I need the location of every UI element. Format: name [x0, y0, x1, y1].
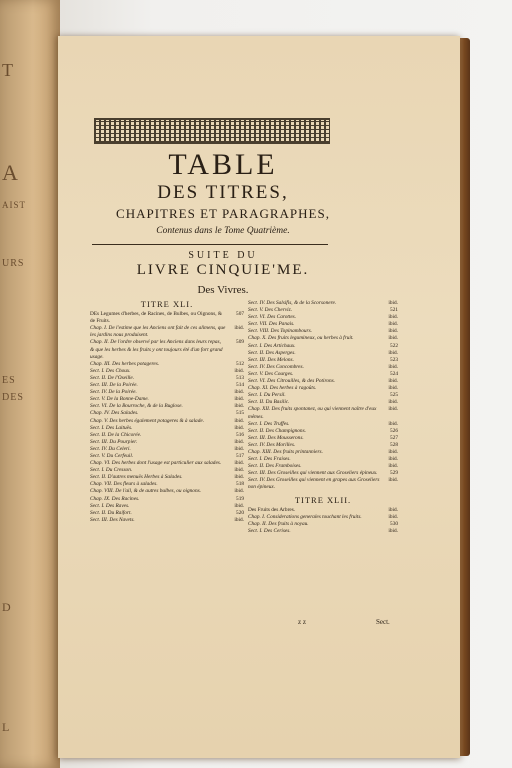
- toc-entry-page: ibid.: [388, 527, 398, 534]
- toc-entry: [90, 425, 244, 432]
- left-fragment: DES: [2, 392, 24, 403]
- toc-entry: [248, 307, 398, 314]
- toc-entry-title: Chap. II. Des fruits à noyau.: [248, 520, 309, 527]
- toc-entry: [248, 335, 398, 342]
- toc-entry: [248, 521, 398, 528]
- toc-entry-title: Des Fruits des Arbres.: [248, 506, 296, 513]
- toc-entry-page: ibid.: [234, 389, 244, 396]
- toc-entry: [248, 371, 398, 378]
- left-fragment: AIST: [2, 200, 26, 210]
- toc-entry-title: Sect. VI. Des Carottes.: [248, 314, 297, 321]
- left-fragment: URS: [2, 258, 25, 269]
- toc-entry-title: Sect. IV. Du Celeri.: [90, 445, 131, 452]
- toc-entry: [248, 421, 398, 428]
- toc-entry: [248, 514, 398, 521]
- toc-entry-title: Sect. IV. Des Morilles.: [248, 441, 296, 448]
- toc-entry: [248, 378, 398, 385]
- title-chapitres: CHAPITRES ET PARAGRAPHES,: [116, 206, 330, 221]
- toc-entry-page: ibid.: [388, 477, 398, 484]
- toc-entry: [248, 507, 398, 514]
- toc-entry: [248, 477, 398, 491]
- toc-entry: [90, 389, 244, 396]
- toc-entry-title: Chap. II. De l'ordre observé par les Anciens dans leurs repas, & que les herbes & les fruits y ont toujours été d'un fort grand usage.: [90, 339, 223, 360]
- toc-entry: [90, 418, 244, 425]
- left-fragment: T: [2, 60, 14, 80]
- toc-entry-title: Sect. V. Des Courges.: [248, 370, 294, 377]
- toc-entry-title: Sect. I. Du Persil.: [248, 392, 286, 399]
- right-column: [248, 300, 398, 535]
- toc-entry-title: Sect. V. Du Cerfeuil.: [90, 452, 134, 459]
- toc-entry-title: Sect. VI. De la Bourroche, & de la Buglose.: [90, 403, 183, 410]
- toc-entry-page: ibid.: [234, 403, 244, 410]
- toc-entry-title: Sect. VIII. Des Topinambours.: [248, 328, 312, 335]
- toc-entry: [90, 503, 244, 510]
- toc-entry-page: ibid.: [388, 456, 398, 463]
- toc-entry: [248, 449, 398, 456]
- toc-entry-title: Sect. I. Des Fraises.: [248, 456, 291, 463]
- toc-entry: [248, 406, 398, 420]
- toc-entry-title: Sect. IV. Des Salsifis, & de la Scorsonere.: [248, 300, 337, 306]
- toc-entry-title: Chap. IX. Des Racines.: [90, 495, 140, 502]
- left-fragment: L: [2, 720, 11, 734]
- toc-entry-title: Sect. II. De l'Oseille.: [90, 374, 135, 381]
- toc-entry-page: 516: [236, 431, 244, 438]
- toc-entry: [90, 375, 244, 382]
- toc-entry-page: 519: [236, 495, 244, 502]
- toc-entry-title: Chap. I. Considerations generales touchant les fruits.: [248, 513, 362, 520]
- book-page: [58, 36, 460, 758]
- section-vivres: Des Vivres.: [197, 284, 249, 296]
- toc-entry: [90, 439, 244, 446]
- toc-entry-page: 517: [236, 452, 244, 459]
- toc-entry-page: 524: [390, 370, 398, 377]
- toc-entry: [248, 385, 398, 392]
- toc-entry-page: ibid.: [388, 363, 398, 370]
- toc-entry-title: Chap. V. Des herbes également potageres & à salade.: [90, 417, 205, 424]
- toc-entry-page: 527: [390, 434, 398, 441]
- toc-entry: [248, 442, 398, 449]
- toc-entry-title: Sect. IV. Des Concombres.: [248, 363, 304, 370]
- toc-entry-title: Chap. VI. Des herbes dont l'usage est particulier aux salades.: [90, 460, 222, 467]
- toc-entry-page: ibid.: [234, 396, 244, 403]
- toc-entry-page: 526: [390, 427, 398, 434]
- toc-entry: [248, 435, 398, 442]
- toc-entry: [90, 467, 244, 474]
- toc-entry-page: 514: [236, 382, 244, 389]
- toc-entry-title: Chap. I. De l'estime que les Anciens ont fait de ces alimens, que les jardins nous produisent.: [90, 325, 226, 339]
- toc-entry-title: Sect. II. Des Asperges.: [248, 349, 296, 356]
- toc-entry-title: Sect. II. Du Raifort.: [90, 509, 132, 516]
- toc-entry-title: Sect. II. Des Framboises.: [248, 463, 302, 470]
- toc-entry-page: 520: [236, 509, 244, 516]
- toc-entry-page: 513: [236, 374, 244, 381]
- section-livre: LIVRE CINQUIE'ME.: [136, 262, 310, 278]
- toc-entry-page: ibid.: [234, 417, 244, 424]
- toc-entry-title: Sect. I. Du Cresson.: [90, 467, 133, 474]
- toc-entry-title: Sect. II. Du Basilic.: [248, 399, 290, 406]
- toc-entry: [90, 368, 244, 375]
- toc-entry: [248, 470, 398, 477]
- toc-entry: [248, 528, 398, 535]
- toc-entry-page: ibid.: [388, 420, 398, 427]
- toc-entry-title: Sect. III. Du Pourpier.: [90, 438, 138, 445]
- toc-entry-page: 518: [236, 481, 244, 488]
- left-column: [90, 300, 244, 524]
- toc-entry-title: Sect. III. Des Mousserons.: [248, 434, 304, 441]
- toc-entry-title: Sect. I. Des Cerises.: [248, 527, 291, 534]
- toc-entry-title: Chap. VIII. De l'ail, & de autres bulbes, ou oignons.: [90, 488, 201, 495]
- toc-entry: [90, 396, 244, 403]
- toc-entry: [248, 300, 398, 307]
- toc-entry-page: ibid.: [388, 406, 398, 413]
- toc-entry-page: ibid.: [234, 438, 244, 445]
- toc-entry-title: Sect. IV. Des Groseilles qui viennent en grapes aux Groseliers non épineux.: [248, 477, 380, 491]
- toc-entry-page: ibid.: [388, 314, 398, 321]
- toc-entry-title: Sect. VII. Des Panais.: [248, 321, 295, 328]
- toc-entry: [90, 382, 244, 389]
- left-fragment: ES: [2, 375, 16, 386]
- toc-entry-page: 512: [236, 360, 244, 367]
- toc-entry-title: Sect. IV. De la Poirée.: [90, 389, 137, 396]
- toc-entry-title: Sect. I. Des Truffes.: [248, 420, 290, 427]
- toc-entry: [248, 321, 398, 328]
- toc-entry-title: Chap. XII. Des fruits spontanez, ou qui viennent naître d'eux mêmes.: [248, 406, 377, 420]
- toc-entry: [248, 456, 398, 463]
- toc-entry: [248, 350, 398, 357]
- toc-entry: [90, 410, 244, 417]
- toc-entry: [90, 510, 244, 517]
- toc-entry-title: Chap. XIII. Des fruits printanniers.: [248, 448, 323, 455]
- toc-entry-page: ibid.: [388, 328, 398, 335]
- header-ornament: [94, 118, 330, 144]
- toc-entry-title: Sect. II. D'autres menuës Herbes à Salades.: [90, 474, 183, 481]
- titre-xlii-heading: TITRE XLII.: [294, 494, 352, 505]
- toc-entry: [248, 463, 398, 470]
- toc-entry-page: ibid.: [388, 300, 398, 306]
- toc-entry-page: 529: [390, 470, 398, 477]
- toc-entry-page: ibid.: [234, 488, 244, 495]
- toc-entry-page: ibid.: [234, 516, 244, 523]
- toc-entry-title: Sect. I. Des Artichaux.: [248, 342, 296, 349]
- toc-entry-page: 522: [390, 342, 398, 349]
- toc-entry-page: ibid.: [388, 349, 398, 356]
- toc-entry-title: Chap. III. Des herbes potageres.: [90, 360, 160, 367]
- toc-entry-page: ibid.: [388, 399, 398, 406]
- toc-entry: [248, 364, 398, 371]
- toc-entry: [248, 428, 398, 435]
- toc-entry-title: Chap. XI. Des herbes à ragoûts.: [248, 385, 317, 392]
- section-suite: SUITE DU: [188, 250, 258, 261]
- toc-entry-title: Sect. II. De la Chicorée.: [90, 431, 142, 438]
- toc-entry-title: Sect. V. De la Bonne-Dame.: [90, 396, 149, 403]
- toc-entry-page: ibid.: [234, 502, 244, 509]
- toc-entry-page: ibid.: [388, 378, 398, 385]
- toc-entry-title: Sect. VI. Des Citrouilles, & des Potirons.: [248, 378, 335, 385]
- toc-entry: [90, 339, 244, 360]
- toc-entry-page: ibid.: [388, 506, 398, 513]
- toc-entry: [90, 488, 244, 495]
- titre-xli-heading: TITRE XLI.: [140, 299, 194, 309]
- toc-entry-title: Sect. I. Des Laituës.: [90, 424, 133, 431]
- toc-entry: [90, 481, 244, 488]
- toc-entry-page: ibid.: [234, 460, 244, 467]
- toc-entry-page: 530: [390, 520, 398, 527]
- toc-entry: [90, 325, 244, 339]
- toc-entry-page: ibid.: [234, 445, 244, 452]
- toc-entry: [90, 517, 244, 524]
- toc-entry-title: Sect. II. Des Champignons.: [248, 427, 306, 434]
- toc-entry-page: 507: [236, 311, 244, 318]
- toc-entry-page: ibid.: [234, 424, 244, 431]
- toc-entry-page: ibid.: [234, 367, 244, 374]
- left-page-edge: [0, 0, 60, 768]
- toc-entry-title: Chap. X. Des fruits legumineux, ou herbes à fruit.: [248, 335, 354, 342]
- toc-entry-page: 509: [236, 339, 244, 346]
- toc-entry-page: ibid.: [388, 335, 398, 342]
- title-des-titres: DES TITRES,: [157, 182, 289, 203]
- toc-entry: [248, 343, 398, 350]
- toc-entry-title: Sect. I. Des Raves.: [90, 502, 130, 509]
- toc-entry-page: 523: [390, 356, 398, 363]
- toc-entry-page: ibid.: [388, 463, 398, 470]
- toc-entry: [248, 392, 398, 399]
- toc-entry-page: ibid.: [388, 385, 398, 392]
- toc-entry-title: Sect. III. Des Melons.: [248, 356, 294, 363]
- toc-entry: [90, 403, 244, 410]
- toc-entry-title: DEs Legumes d'herbes, de Racines, de Bulbes, ou Oignons, & de Fruits.: [90, 311, 223, 325]
- toc-entry-page: ibid.: [388, 448, 398, 455]
- toc-entry-page: 521: [390, 307, 398, 314]
- toc-entry-title: Sect. III. Des Navets.: [90, 516, 135, 523]
- toc-entry-page: ibid.: [234, 325, 244, 332]
- divider-rule: [92, 244, 328, 245]
- toc-entry-page: 525: [390, 392, 398, 399]
- title-table: TABLE: [168, 148, 278, 181]
- toc-entry-page: 528: [390, 441, 398, 448]
- toc-entry-title: Sect. V. Des Cherviz.: [248, 307, 293, 314]
- left-fragment: A: [2, 160, 19, 185]
- toc-entry-page: 515: [236, 410, 244, 417]
- title-contenus: Contenus dans le Tome Quatrième.: [156, 226, 290, 236]
- toc-entry-page: ibid.: [388, 321, 398, 328]
- toc-entry-title: Chap. IV. Des Salades.: [90, 410, 139, 417]
- toc-entry: [90, 446, 244, 453]
- toc-entry: [248, 357, 398, 364]
- page-signature: z z: [298, 618, 306, 626]
- catchword: Sect.: [376, 618, 390, 626]
- toc-entry-title: Sect. III. Des Groseilles qui viennent aux Groseliers épineux.: [248, 470, 378, 477]
- toc-entry-title: Sect. III. De la Poirée.: [90, 382, 138, 389]
- toc-entry: [90, 361, 244, 368]
- toc-entry-page: ibid.: [234, 474, 244, 481]
- toc-entry-title: Sect. I. Des Choux.: [90, 367, 131, 374]
- toc-entry-title: Chap. VII. Des fleurs à salades.: [90, 481, 158, 488]
- toc-entry: [90, 453, 244, 460]
- left-fragment: D: [2, 600, 12, 614]
- toc-entry: [248, 314, 398, 321]
- toc-entry: [90, 432, 244, 439]
- toc-entry: [90, 496, 244, 503]
- toc-entry-page: ibid.: [388, 513, 398, 520]
- toc-entry-page: ibid.: [234, 467, 244, 474]
- toc-entry: [90, 460, 244, 467]
- toc-entry: [90, 311, 244, 325]
